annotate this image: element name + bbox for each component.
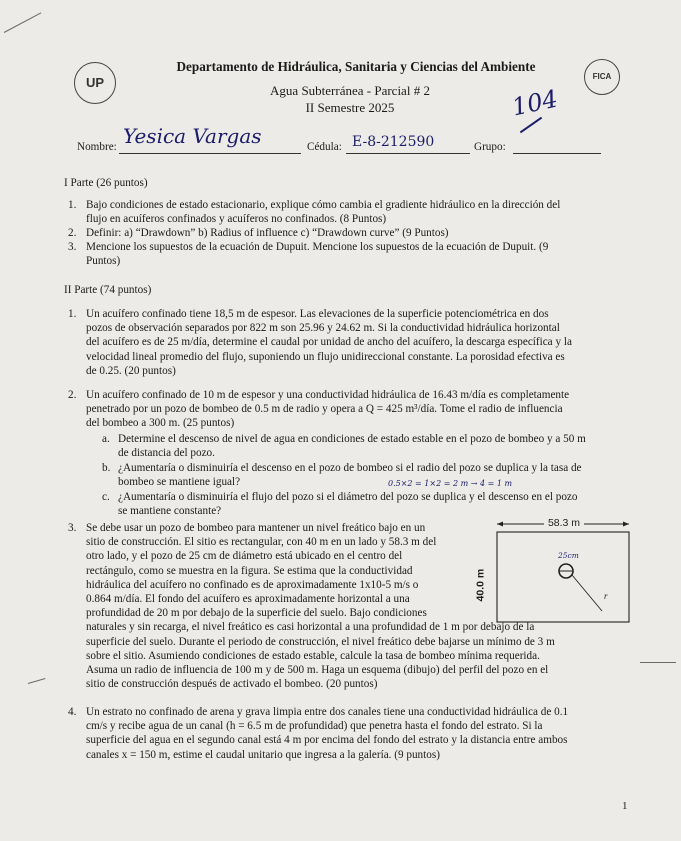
question-text: profundidad de 20 m por debajo de la superficie del suelo. Bajo condiciones xyxy=(86,607,427,620)
question-text: 0.864 m/día. El fondo del acuífero es aproximadamente horizontal a una xyxy=(86,593,410,606)
question-text: ¿Aumentaría o disminuiría el flujo del pozo si el diámetro del pozo se duplica y el descenso en el pozo xyxy=(118,491,578,503)
question-text: naturales y sin recarga, el nivel freático es casi horizontal a una profundidad de 1 m por debajo de la xyxy=(86,621,535,634)
course-title: Agua Subterránea - Parcial # 2 xyxy=(270,83,430,98)
site-figure xyxy=(494,513,632,625)
question-text: pozos de observación separados por 822 m son 25.96 y 24.62 m. Si la conductividad hidráulica horizontal xyxy=(86,322,560,335)
scan-edge-mark xyxy=(28,678,46,684)
scan-edge-mark xyxy=(4,12,42,33)
question-text: rectángulo, como se muestra en la figura. Se estima que la conductividad xyxy=(86,564,413,577)
semester: II Semestre 2025 xyxy=(305,100,395,115)
question-text: cm/s y recibe agua de un canal (h = 6.5 m de profundidad) que penetra hasta el fondo del estrato. Si la xyxy=(86,720,543,733)
question-text: Un acuífero confinado de 10 m de espesor y una conductividad hidráulica de 16.43 m/día es completamente xyxy=(86,389,570,401)
id-value: E-8-212590 xyxy=(352,134,435,150)
sub-letter: b. xyxy=(102,462,111,474)
id-field xyxy=(346,134,470,154)
question-text: de distancia del pozo. xyxy=(118,447,215,460)
part2-title: II Parte (74 puntos) xyxy=(64,284,152,296)
sub-letter: c. xyxy=(102,491,110,503)
part1-title: I Parte (26 puntos) xyxy=(64,177,148,189)
question-text: Se debe usar un pozo de bombeo para mantener un nivel freático bajo en un xyxy=(86,522,426,534)
handwritten-annotation: 0.5×2 = 1×2 = 2 m → 4 = 1 m xyxy=(388,479,513,488)
question-number: 4. xyxy=(68,706,77,718)
faculty-logo: FICA xyxy=(584,59,620,95)
diameter-label: 25cm xyxy=(558,551,579,560)
question-text: canales x = 150 m, estime el caudal unitario que ingresa a la galería. (9 puntos) xyxy=(86,748,440,761)
question-number: 1. xyxy=(68,308,77,320)
university-logo: UP xyxy=(74,62,116,104)
height-label: 40.0 m xyxy=(474,568,487,602)
question-text: sitio de construcción. El sitio es rectangular, con 40 m en un lado y 58.3 m del xyxy=(86,536,437,549)
question-number: 2. xyxy=(68,227,77,239)
question-number: 1. xyxy=(68,199,77,211)
height-dimension xyxy=(472,564,496,604)
question-text: superficie del suelo. Durante el periodo de construcción, el nivel freático debe bajarse un mínimo de 3 m xyxy=(86,635,555,648)
question-text: penetrado por un pozo de bombeo de 0.5 m de radio y opera a Q = 425 m³/día. Tome el radio de influencia xyxy=(86,403,563,416)
radius-label: r xyxy=(604,591,608,601)
question-text: velocidad lineal promedio del flujo, suponiendo un flujo unidireccional constante. La porosidad efectiva es xyxy=(86,350,565,363)
sub-letter: a. xyxy=(102,433,110,445)
radius-line xyxy=(572,575,602,611)
question-text: Asuma un radio de influencia de 100 m y de 500 m. Haga un esquema (dibujo) del perfil del pozo en el xyxy=(86,664,549,677)
page-number: 1 xyxy=(622,800,628,812)
question-number: 2. xyxy=(68,389,77,401)
name-field xyxy=(119,124,301,154)
question-text: superficie del agua en el segundo canal está 4 m por encima del fondo del estrato y la distancia entre ambos xyxy=(86,734,568,747)
question-text: otro lado, y el pozo de 25 cm de diámetro está ubicado en el centro del xyxy=(86,550,403,563)
name-label: Nombre: xyxy=(77,141,117,153)
question-text: bombeo se mantiene igual? xyxy=(118,476,241,489)
question-text: sobre el sitio. Asumiendo condiciones de estado estable, calcule la tasa de bombeo mínima requerida. xyxy=(86,649,540,662)
group-field xyxy=(513,137,601,154)
department-title: Departamento de Hidráulica, Sanitaria y Ciencias del Ambiente xyxy=(176,59,536,74)
question-text: del bombeo a 300 m. (25 puntos) xyxy=(86,417,235,430)
scan-edge-mark xyxy=(640,662,676,663)
question-number: 3. xyxy=(68,522,77,534)
question-text: se mantiene constante? xyxy=(118,505,222,518)
question-text: sitio de construcción después de activado el bombeo. (20 puntos) xyxy=(86,678,378,691)
question-text: Mencione los supuestos de la ecuación de Dupuit. Mencione los supuestos de la ecuación de Dupuit. (9 xyxy=(86,241,549,253)
question-text: Puntos) xyxy=(86,255,121,268)
name-value: Yesica Vargas xyxy=(123,124,262,148)
handwritten-grade: 104 xyxy=(509,84,561,122)
group-label: Grupo: xyxy=(474,141,506,153)
arrow-left-icon xyxy=(497,522,503,527)
question-text: de 0.25. (20 puntos) xyxy=(86,364,176,377)
question-text: flujo en acuíferos confinados y acuíferos no confinados. (8 Puntos) xyxy=(86,213,387,226)
question-text: del acuífero es de 25 m/día, determine el caudal por unidad de ancho del acuífero, la descarga específica y la xyxy=(86,336,572,349)
question-text: Definir: a) “Drawdown” b) Radius of influence c) “Drawdown curve” (9 Puntos) xyxy=(86,227,449,239)
question-text: Bajo condiciones de estado estacionario, explique cómo cambia el gradiente hidráulico en la dirección del xyxy=(86,199,561,211)
question-number: 3. xyxy=(68,241,77,253)
question-text: ¿Aumentaría o disminuiría el descenso en el pozo de bombeo si el radio del pozo se duplica y la tasa de xyxy=(118,462,582,474)
question-text: Un estrato no confinado de arena y grava limpia entre dos canales tiene una conductividad hidráulica de 0.1 xyxy=(86,706,569,718)
question-text: hidráulica del acuífero no confinado es de aproximadamente 1x10-5 m/s o xyxy=(86,578,419,591)
arrow-right-icon xyxy=(623,522,629,527)
id-label: Cédula: xyxy=(307,141,342,153)
question-text: Un acuífero confinado tiene 18,5 m de espesor. Las elevaciones de la superficie potenciométrica en dos xyxy=(86,308,549,320)
question-text: Determine el descenso de nivel de agua en condiciones de estado estable en el pozo de bombeo y a 50 m xyxy=(118,433,586,445)
width-label: 58.3 m xyxy=(547,517,581,529)
